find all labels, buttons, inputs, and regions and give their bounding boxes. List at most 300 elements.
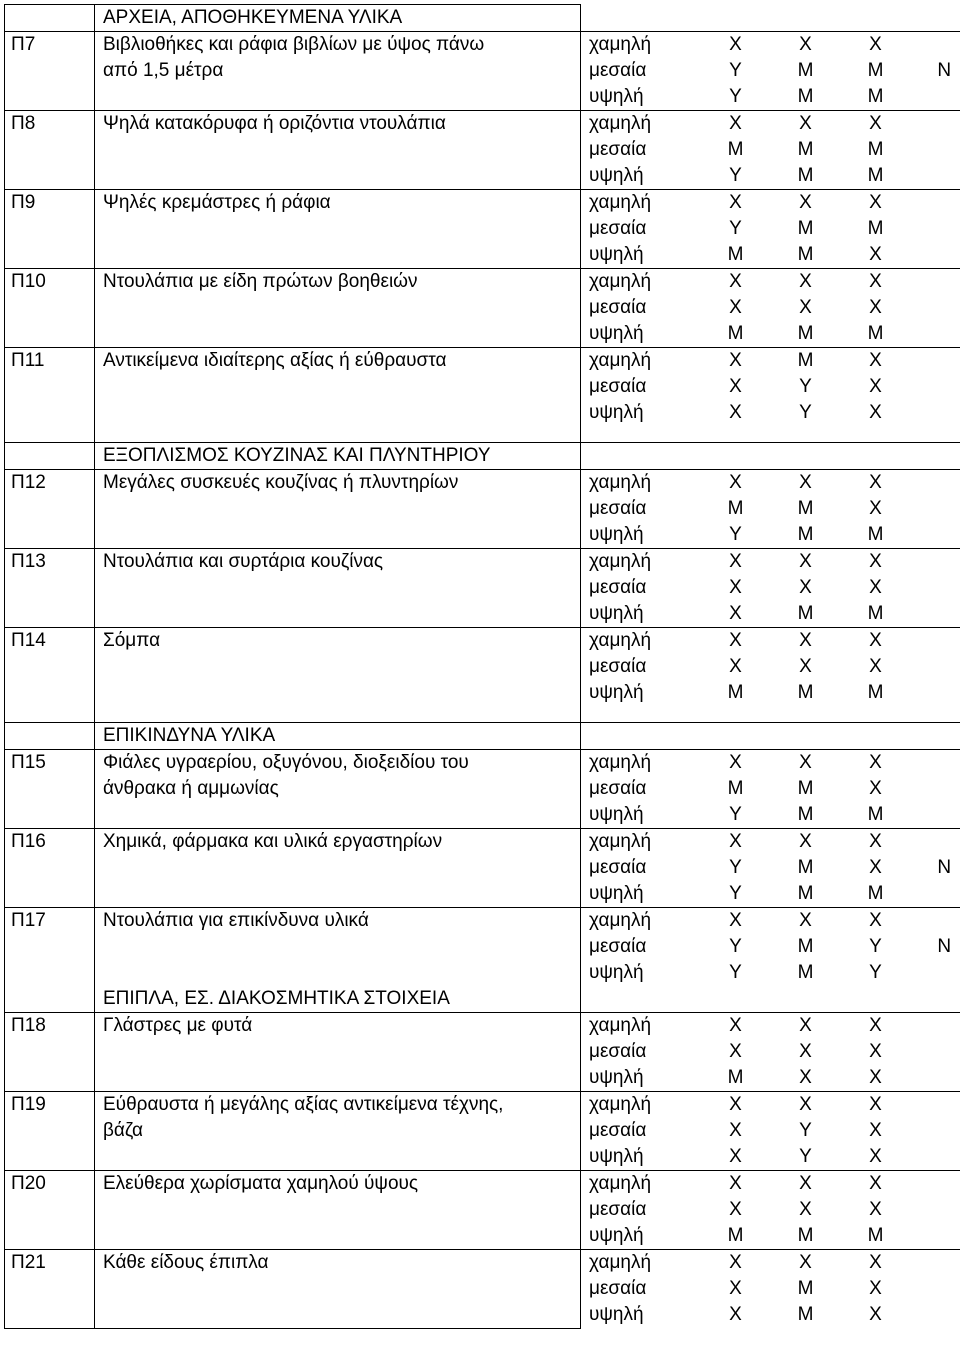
item-description: Ψηλές κρεμάστρες ή ράφια <box>95 190 581 217</box>
item-code-empty <box>5 321 95 348</box>
table-row <box>5 216 960 242</box>
section-code-cell <box>5 5 95 32</box>
item-code: Π10 <box>5 269 95 296</box>
risk-value: Χ <box>841 470 911 497</box>
table-row <box>5 855 960 881</box>
risk-level: μεσαία <box>589 218 647 239</box>
risk-value: Χ <box>729 1304 742 1326</box>
item-description: Γλάστρες με φυτά <box>95 1013 581 1040</box>
table-row <box>5 84 960 111</box>
risk-level: χαμηλή <box>581 549 701 576</box>
risk-level: χαμηλή <box>581 470 701 497</box>
item-description-empty <box>95 1065 581 1092</box>
risk-level: υψηλή <box>589 883 644 904</box>
n-mark-empty <box>911 829 960 856</box>
risk-level: υψηλή <box>589 323 644 344</box>
risk-value: Μ <box>797 218 814 239</box>
section-empty-cell <box>581 5 701 32</box>
risk-value: Υ <box>799 376 812 397</box>
risk-level: υψηλή <box>589 86 644 107</box>
risk-value: Χ <box>799 1041 812 1062</box>
risk-level: μεσαία <box>589 656 647 677</box>
item-code: Π21 <box>5 1250 95 1277</box>
item-code-empty <box>5 654 95 680</box>
n-mark-empty <box>911 750 960 777</box>
risk-value: Χ <box>869 297 882 318</box>
risk-value: Χ <box>869 1067 882 1088</box>
n-mark-empty <box>911 163 960 190</box>
item-description-empty <box>95 295 581 321</box>
spacer-row <box>5 706 960 723</box>
risk-value: Μ <box>727 139 744 160</box>
risk-value: Χ <box>729 1146 742 1167</box>
risk-value: Χ <box>701 1171 771 1198</box>
item-description-empty <box>95 934 581 960</box>
risk-value: Υ <box>729 804 742 825</box>
risk-value: Μ <box>867 524 884 545</box>
risk-level: υψηλή <box>589 402 644 423</box>
spacer-row <box>5 426 960 443</box>
n-mark-empty <box>911 269 960 296</box>
table-row <box>5 628 960 655</box>
section-empty-cell <box>581 723 701 750</box>
n-mark-empty <box>911 1144 960 1171</box>
risk-value: Χ <box>841 269 911 296</box>
section-empty-cell <box>911 986 960 1013</box>
risk-value: Χ <box>771 1250 841 1277</box>
risk-value: Μ <box>797 1304 814 1326</box>
risk-value: Μ <box>797 86 814 107</box>
risk-level: υψηλή <box>589 682 644 703</box>
section-empty-cell <box>701 723 771 750</box>
risk-level: μεσαία <box>589 857 647 878</box>
n-mark-empty <box>911 908 960 935</box>
n-mark-empty <box>911 680 960 706</box>
section-empty-cell <box>701 5 771 32</box>
risk-value: Χ <box>701 1013 771 1040</box>
risk-value: Χ <box>771 1013 841 1040</box>
risk-value: Χ <box>701 908 771 935</box>
item-description: βάζα <box>95 1118 581 1144</box>
risk-value: Μ <box>797 524 814 545</box>
risk-value: Χ <box>841 1250 911 1277</box>
item-code-empty <box>5 1118 95 1144</box>
risk-level: χαμηλή <box>581 1092 701 1119</box>
item-code-empty <box>5 522 95 549</box>
item-code-empty <box>5 575 95 601</box>
n-mark-empty <box>911 628 960 655</box>
risk-value: Μ <box>727 1225 744 1246</box>
risk-value: Χ <box>771 1092 841 1119</box>
risk-level: υψηλή <box>589 1225 644 1246</box>
spacer-cell <box>581 706 701 723</box>
n-mark-empty <box>911 1039 960 1065</box>
item-code: Π19 <box>5 1092 95 1119</box>
risk-value: Χ <box>729 656 742 677</box>
table-row <box>5 1302 960 1329</box>
item-description-empty <box>95 1276 581 1302</box>
n-mark-empty <box>911 1302 960 1329</box>
item-description-empty <box>95 84 581 111</box>
section-empty-cell <box>701 986 771 1013</box>
risk-value: Χ <box>799 1067 812 1088</box>
item-code-empty <box>5 802 95 829</box>
table-row <box>5 776 960 802</box>
n-mark-empty <box>911 137 960 163</box>
risk-value: Χ <box>869 1146 882 1167</box>
n-mark-empty <box>911 1171 960 1198</box>
table-body <box>5 5 960 1329</box>
item-description-empty <box>95 374 581 400</box>
table-row <box>5 601 960 628</box>
risk-level: χαμηλή <box>581 829 701 856</box>
risk-level: μεσαία <box>589 1199 647 1220</box>
n-mark-empty <box>911 881 960 908</box>
risk-value: Χ <box>771 1171 841 1198</box>
section-empty-cell <box>701 443 771 470</box>
item-code: Π7 <box>5 32 95 59</box>
n-mark-empty <box>911 601 960 628</box>
risk-value: Χ <box>841 32 911 59</box>
item-code-empty <box>5 295 95 321</box>
item-description-empty <box>95 855 581 881</box>
risk-level: μεσαία <box>589 778 647 799</box>
risk-value: Υ <box>869 936 882 957</box>
n-mark-empty <box>911 1197 960 1223</box>
item-description-empty <box>95 496 581 522</box>
risk-level: χαμηλή <box>581 1171 701 1198</box>
risk-level: χαμηλή <box>581 750 701 777</box>
n-mark-empty <box>911 470 960 497</box>
risk-value: Χ <box>799 656 812 677</box>
risk-level: χαμηλή <box>581 190 701 217</box>
risk-value: Υ <box>729 218 742 239</box>
item-code: Π8 <box>5 111 95 138</box>
spacer-cell <box>701 706 771 723</box>
section-title: ΕΠΙΠΛΑ, ΕΣ. ΔΙΑΚΟΣΜΗΤΙΚΑ ΣΤΟΙΧΕΙΑ <box>95 986 581 1013</box>
risk-value: Χ <box>799 297 812 318</box>
item-description: Σόμπα <box>95 628 581 655</box>
n-mark-empty <box>911 575 960 601</box>
risk-value: Μ <box>727 682 744 703</box>
risk-value: Μ <box>727 1067 744 1088</box>
spacer-cell <box>841 426 911 443</box>
risk-value: Χ <box>841 628 911 655</box>
risk-value: Χ <box>771 470 841 497</box>
item-code-empty <box>5 680 95 706</box>
n-mark: Ν <box>911 934 960 960</box>
n-mark-empty <box>911 348 960 375</box>
n-mark: Ν <box>911 855 960 881</box>
table-row <box>5 295 960 321</box>
risk-level: χαμηλή <box>581 628 701 655</box>
risk-value: Μ <box>771 348 841 375</box>
table-row <box>5 1013 960 1040</box>
table-row <box>5 1065 960 1092</box>
n-mark: Ν <box>911 58 960 84</box>
section-row <box>5 723 960 750</box>
item-description: Ντουλάπια με είδη πρώτων βοηθειών <box>95 269 581 296</box>
risk-level: μεσαία <box>589 936 647 957</box>
risk-level: υψηλή <box>589 1067 644 1088</box>
risk-value: Χ <box>869 402 882 423</box>
table-row <box>5 242 960 269</box>
risk-value: Υ <box>799 1120 812 1141</box>
risk-value: Μ <box>797 60 814 81</box>
item-code-empty <box>5 1276 95 1302</box>
section-empty-cell <box>771 986 841 1013</box>
section-code-cell <box>5 723 95 750</box>
risk-value: Μ <box>867 682 884 703</box>
risk-value: Μ <box>797 778 814 799</box>
item-description-empty <box>95 1144 581 1171</box>
risk-value: Χ <box>701 628 771 655</box>
table-row <box>5 549 960 576</box>
risk-value: Μ <box>797 1278 814 1299</box>
table-row <box>5 908 960 935</box>
table-row <box>5 960 960 986</box>
risk-level: χαμηλή <box>581 269 701 296</box>
risk-value: Χ <box>701 1250 771 1277</box>
risk-value: Μ <box>797 498 814 519</box>
section-empty-cell <box>841 723 911 750</box>
table-row <box>5 1276 960 1302</box>
risk-value: Χ <box>729 402 742 423</box>
risk-value: Χ <box>701 1092 771 1119</box>
item-description: Μεγάλες συσκευές κουζίνας ή πλυντηρίων <box>95 470 581 497</box>
item-code-empty <box>5 84 95 111</box>
risk-value: Υ <box>729 60 742 81</box>
item-code-empty <box>5 58 95 84</box>
risk-level: μεσαία <box>589 1278 647 1299</box>
section-row <box>5 5 960 32</box>
item-code-empty <box>5 934 95 960</box>
risk-value: Χ <box>869 1041 882 1062</box>
risk-level: μεσαία <box>589 1120 647 1141</box>
section-empty-cell <box>911 723 960 750</box>
n-mark-empty <box>911 1092 960 1119</box>
risk-value: Χ <box>841 829 911 856</box>
risk-value: Χ <box>701 829 771 856</box>
risk-value: Χ <box>841 1013 911 1040</box>
table-row <box>5 1144 960 1171</box>
risk-value: Χ <box>841 750 911 777</box>
risk-value: Μ <box>727 244 744 265</box>
risk-value: Χ <box>701 348 771 375</box>
risk-level: υψηλή <box>589 804 644 825</box>
risk-level: χαμηλή <box>581 111 701 138</box>
item-code-empty <box>5 242 95 269</box>
table-row <box>5 470 960 497</box>
section-empty-cell <box>581 443 701 470</box>
table-row <box>5 496 960 522</box>
risk-level: μεσαία <box>589 577 647 598</box>
risk-value: Μ <box>867 218 884 239</box>
risk-value: Μ <box>797 165 814 186</box>
risk-value: Χ <box>869 857 882 878</box>
table-row <box>5 58 960 84</box>
risk-value: Μ <box>867 804 884 825</box>
item-code-empty <box>5 1223 95 1250</box>
risk-level: υψηλή <box>589 524 644 545</box>
risk-value: Χ <box>729 297 742 318</box>
item-description-empty <box>95 1197 581 1223</box>
item-code-empty <box>5 1197 95 1223</box>
risk-level: μεσαία <box>589 297 647 318</box>
section-title: ΕΞΟΠΛΙΣΜΟΣ ΚΟΥΖΙΝΑΣ ΚΑΙ ΠΛΥΝΤΗΡΙΟΥ <box>95 443 581 470</box>
item-description: Ντουλάπια και συρτάρια κουζίνας <box>95 549 581 576</box>
risk-level: χαμηλή <box>581 32 701 59</box>
spacer-cell <box>581 426 701 443</box>
risk-level: υψηλή <box>589 1304 644 1326</box>
risk-value: Χ <box>799 577 812 598</box>
spacer-cell <box>771 426 841 443</box>
risk-value: Υ <box>729 524 742 545</box>
table-row <box>5 654 960 680</box>
item-description-empty <box>95 216 581 242</box>
section-code-cell <box>5 986 95 1013</box>
section-empty-cell <box>841 443 911 470</box>
table-row <box>5 1092 960 1119</box>
item-description-empty <box>95 163 581 190</box>
item-code-empty <box>5 1144 95 1171</box>
item-description: Ελεύθερα χωρίσματα χαμηλού ύψους <box>95 1171 581 1198</box>
n-mark-empty <box>911 242 960 269</box>
risk-value: Χ <box>729 1199 742 1220</box>
risk-value: Μ <box>867 86 884 107</box>
section-empty-cell <box>841 986 911 1013</box>
table-row <box>5 374 960 400</box>
risk-value: Χ <box>771 32 841 59</box>
table-row <box>5 111 960 138</box>
table-row <box>5 1197 960 1223</box>
risk-value: Μ <box>797 883 814 904</box>
item-description-empty <box>95 960 581 986</box>
item-description: Ντουλάπια για επικίνδυνα υλικά <box>95 908 581 935</box>
table-row <box>5 829 960 856</box>
item-code-empty <box>5 601 95 628</box>
risk-value: Υ <box>729 936 742 957</box>
risk-value: Χ <box>869 376 882 397</box>
n-mark-empty <box>911 321 960 348</box>
item-code-empty <box>5 400 95 426</box>
item-description-empty <box>95 522 581 549</box>
risk-value: Χ <box>771 111 841 138</box>
risk-value: Χ <box>701 32 771 59</box>
item-code: Π13 <box>5 549 95 576</box>
risk-value: Μ <box>727 323 744 344</box>
section-empty-cell <box>911 443 960 470</box>
item-description: από 1,5 μέτρα <box>95 58 581 84</box>
risk-value: Χ <box>841 1092 911 1119</box>
n-mark-empty <box>911 295 960 321</box>
n-mark-empty <box>911 1013 960 1040</box>
item-description: Χημικά, φάρμακα και υλικά εργαστηρίων <box>95 829 581 856</box>
item-description-empty <box>95 654 581 680</box>
n-mark-empty <box>911 654 960 680</box>
risk-value: Χ <box>701 549 771 576</box>
section-title: ΑΡΧΕΙΑ, ΑΠΟΘΗΚΕΥΜΕΝΑ ΥΛΙΚΑ <box>95 5 581 32</box>
n-mark-empty <box>911 1065 960 1092</box>
document-page <box>4 4 958 1329</box>
section-empty-cell <box>581 986 701 1013</box>
item-code-empty <box>5 881 95 908</box>
spacer-cell <box>771 706 841 723</box>
risk-value: Χ <box>729 376 742 397</box>
table-row <box>5 400 960 426</box>
item-description-empty <box>95 881 581 908</box>
item-code: Π16 <box>5 829 95 856</box>
item-description: Εύθραυστα ή μεγάλης αξίας αντικείμενα τέχνης, <box>95 1092 581 1119</box>
n-mark-empty <box>911 776 960 802</box>
table-row <box>5 163 960 190</box>
section-row <box>5 443 960 470</box>
table-row <box>5 1171 960 1198</box>
risk-value: Υ <box>799 402 812 423</box>
item-description: Κάθε είδους έπιπλα <box>95 1250 581 1277</box>
risk-value: Χ <box>841 111 911 138</box>
risk-level: μεσαία <box>589 60 647 81</box>
risk-value: Μ <box>797 603 814 624</box>
risk-level: μεσαία <box>589 1041 647 1062</box>
risk-level: μεσαία <box>589 376 647 397</box>
spacer-cell <box>5 426 95 443</box>
n-mark-empty <box>911 84 960 111</box>
risk-value: Χ <box>771 549 841 576</box>
risk-value: Χ <box>729 577 742 598</box>
table-row <box>5 1223 960 1250</box>
risk-value: Υ <box>729 883 742 904</box>
item-description: Αντικείμενα ιδιαίτερης αξίας ή εύθραυστα <box>95 348 581 375</box>
risk-level: υψηλή <box>589 1146 644 1167</box>
table-row <box>5 137 960 163</box>
item-code: Π18 <box>5 1013 95 1040</box>
risk-value: Υ <box>729 86 742 107</box>
table-row <box>5 190 960 217</box>
n-mark-empty <box>911 1276 960 1302</box>
n-mark-empty <box>911 496 960 522</box>
risk-value: Χ <box>771 750 841 777</box>
item-description-empty <box>95 601 581 628</box>
item-code-empty <box>5 1302 95 1329</box>
risk-value: Χ <box>701 269 771 296</box>
table-row <box>5 1250 960 1277</box>
item-code-empty <box>5 960 95 986</box>
risk-level: μεσαία <box>589 139 647 160</box>
section-title: ΕΠΙΚΙΝΔΥΝΑ ΥΛΙΚΑ <box>95 723 581 750</box>
risk-value: Χ <box>771 269 841 296</box>
risk-level: υψηλή <box>589 244 644 265</box>
item-description-empty <box>95 802 581 829</box>
risk-value: Χ <box>729 603 742 624</box>
risk-value: Χ <box>701 750 771 777</box>
risk-value: Μ <box>797 682 814 703</box>
item-code: Π11 <box>5 348 95 375</box>
risk-value: Χ <box>841 549 911 576</box>
section-row <box>5 986 960 1013</box>
section-empty-cell <box>911 5 960 32</box>
table-row <box>5 348 960 375</box>
item-description-empty <box>95 400 581 426</box>
spacer-cell <box>701 426 771 443</box>
table-row <box>5 1039 960 1065</box>
risk-value: Χ <box>729 1041 742 1062</box>
risk-value: Μ <box>797 857 814 878</box>
risk-value: Χ <box>869 656 882 677</box>
item-code-empty <box>5 776 95 802</box>
item-description: Ψηλά κατακόρυφα ή οριζόντια ντουλάπια <box>95 111 581 138</box>
risk-level: χαμηλή <box>581 1250 701 1277</box>
